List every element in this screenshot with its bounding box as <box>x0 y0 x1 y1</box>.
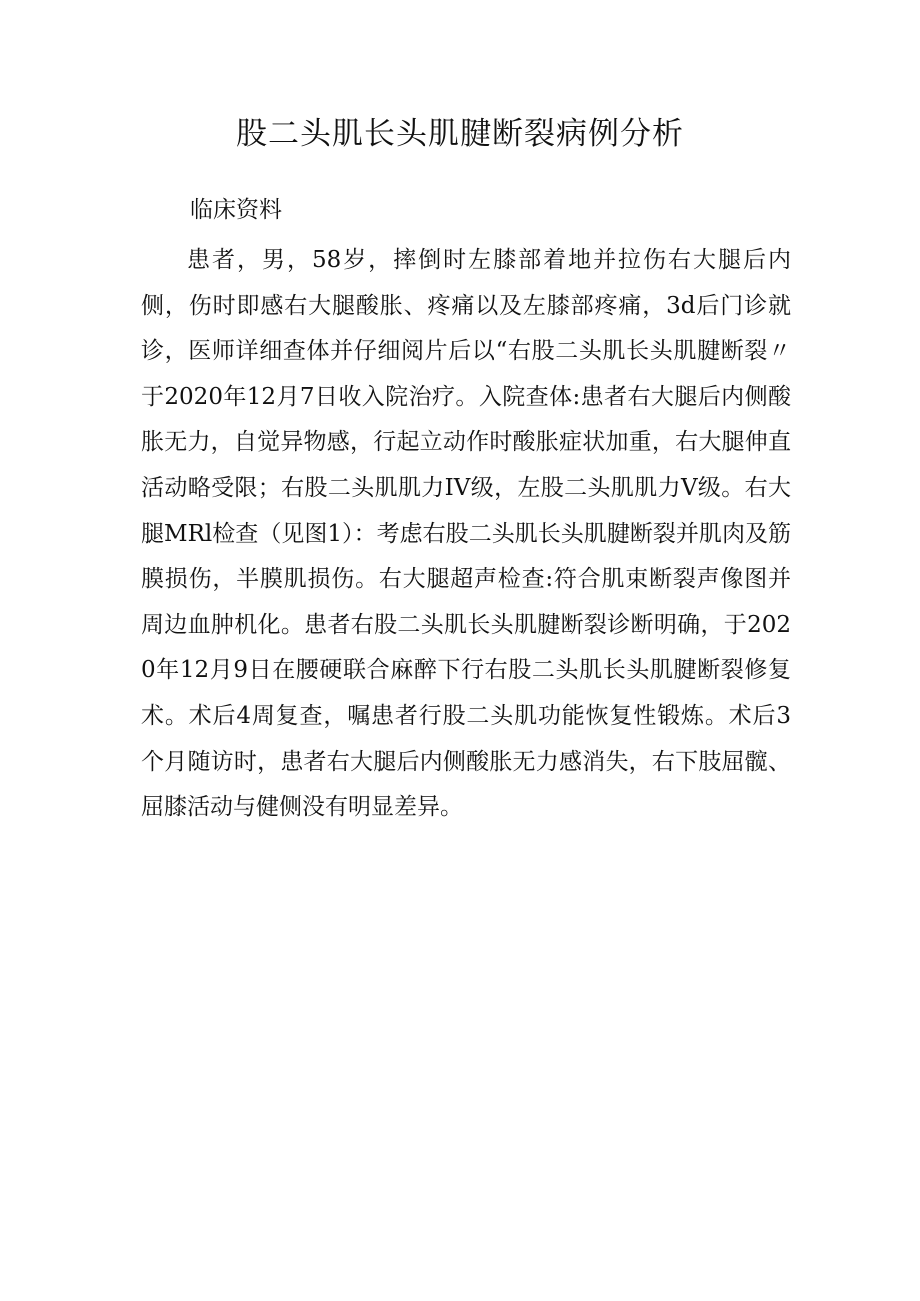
section-heading-clinical-data: 临床资料 <box>190 197 282 223</box>
case-paragraph: 患者，男，58岁，摔倒时左膝部着地并拉伤右大腿后内侧，伤时即感右大腿酸胀、疼痛以及左膝部疼痛，3d后门诊就诊，医师详细查体并仔细阅片后以“右股二头肌长头肌腱断裂〃于2020年12月7日收入院治疗。入院查体:患者右大腿后内侧酸胀无力，自觉异物感，行起立动作时酸胀症状加重，右大腿伸直活动略受限；右股二头肌肌力IV级，左股二头肌肌力V级。右大腿MRl检查（见图1）：考虑右股二头肌长头肌腱断裂并肌肉及筋膜损伤，半膜肌损伤。右大腿超声检查:符合肌束断裂声像图并周边血肿机化。患者右股二头肌长头肌腱断裂诊断明确，于2020年12月9日在腰硬联合麻醉下行右股二头肌长头肌腱断裂修复术。术后4周复查，嘱患者行股二头肌功能恢复性锻炼。术后3个月随访时，患者右大腿后内侧酸胀无力感消失，右下肢屈髋、屈膝活动与健侧没有明显差异。 <box>141 247 791 821</box>
document-title: 股二头肌长头肌腱断裂病例分析 <box>236 116 684 152</box>
